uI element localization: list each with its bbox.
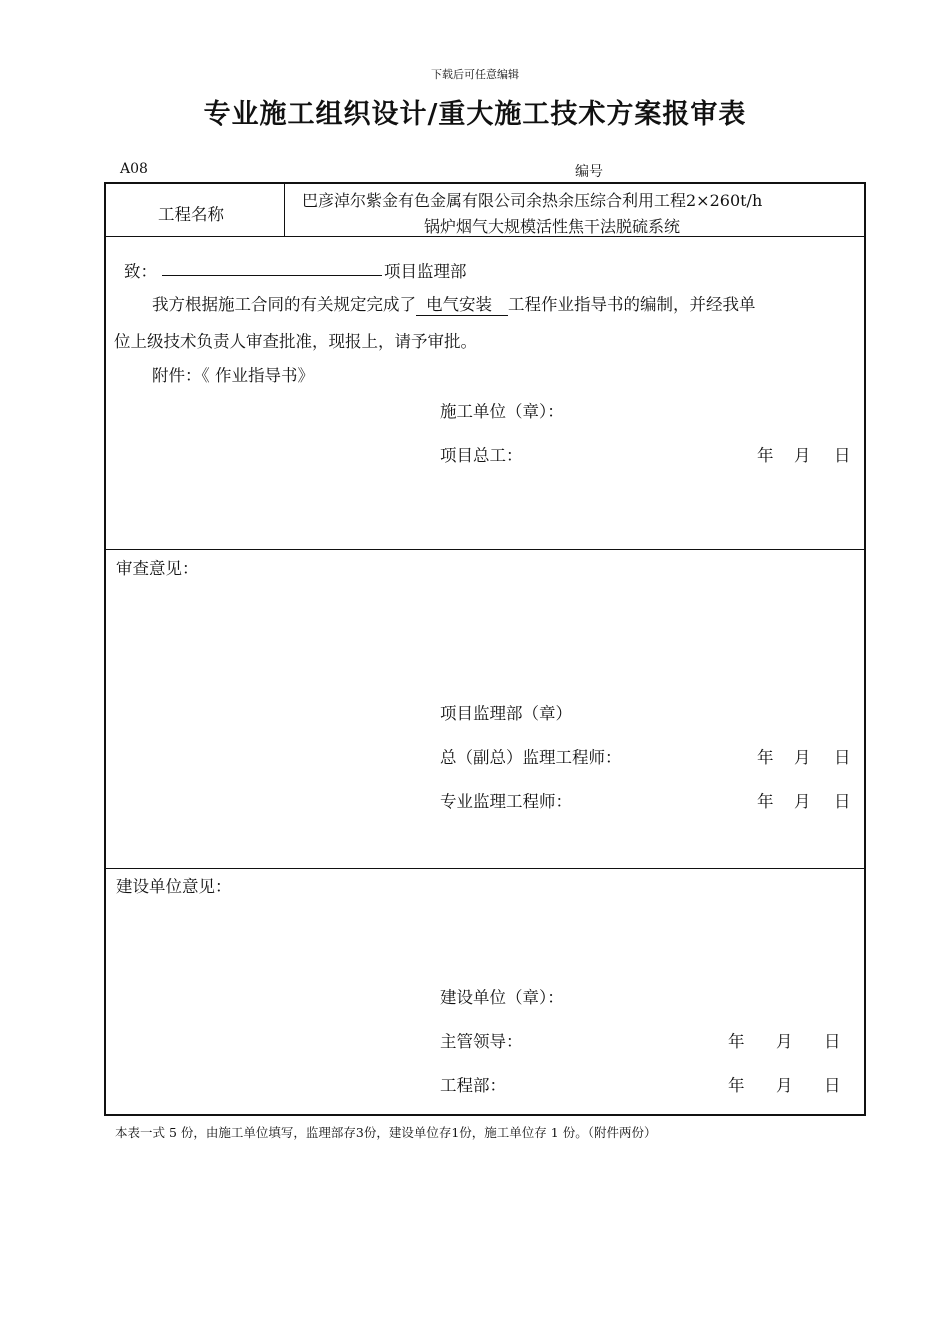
top-note: 下载后可任意编辑 bbox=[431, 68, 519, 81]
date-day: 日 bbox=[834, 446, 851, 465]
date-month: 月 bbox=[794, 446, 811, 465]
project-name-line2: 锅炉烟气大规模活性焦干法脱硫系统 bbox=[424, 217, 681, 236]
engineering-dept-label: 工程部： bbox=[440, 1076, 506, 1095]
supervision-seal-label: 项目监理部（章） bbox=[440, 704, 572, 723]
date-month: 月 bbox=[776, 1032, 793, 1051]
date-year: 年 bbox=[757, 792, 774, 811]
form-code: A08 bbox=[120, 161, 148, 177]
owner-opinion-label: 建设单位意见： bbox=[116, 877, 232, 896]
date-day: 日 bbox=[824, 1076, 841, 1095]
review-opinion-label: 审查意见： bbox=[116, 559, 199, 578]
footer-note: 本表一式 5 份，由施工单位填写，监理部存3份，建设单位存1份，施工单位存 1 份。（附件两份） bbox=[115, 1125, 657, 1140]
addressee-blank[interactable] bbox=[162, 275, 382, 276]
body-text-pre: 我方根据施工合同的有关规定完成了 bbox=[152, 295, 416, 314]
contractor-seal-label: 施工单位（章）： bbox=[440, 402, 564, 421]
submission-body-line1 bbox=[152, 291, 756, 316]
date-year: 年 bbox=[728, 1032, 745, 1051]
date-year: 年 bbox=[728, 1076, 745, 1095]
date-day: 日 bbox=[834, 792, 851, 811]
owner-seal-label: 建设单位（章）： bbox=[440, 988, 564, 1007]
date-day: 日 bbox=[824, 1032, 841, 1051]
chief-engineer-label: 项目总工： bbox=[440, 446, 523, 465]
row-divider bbox=[106, 549, 864, 550]
date-month: 月 bbox=[776, 1076, 793, 1095]
chief-supervisor-label: 总（副总）监理工程师： bbox=[440, 748, 622, 767]
addressee-suffix: 项目监理部 bbox=[384, 262, 467, 281]
row-divider bbox=[106, 868, 864, 869]
date-day: 日 bbox=[834, 748, 851, 767]
submission-body-line2: 位上级技术负责人审查批准，现报上，请予审批。 bbox=[114, 332, 477, 351]
row-divider bbox=[106, 236, 864, 237]
work-type-field[interactable]: 电气安装 bbox=[416, 291, 508, 316]
date-month: 月 bbox=[794, 748, 811, 767]
leader-label: 主管领导： bbox=[440, 1032, 523, 1051]
addressee-prefix: 致： bbox=[124, 262, 157, 281]
serial-number-label: 编号 bbox=[575, 164, 603, 180]
project-row-divider bbox=[284, 184, 285, 236]
form-title: 专业施工组织设计/重大施工技术方案报审表 bbox=[203, 99, 747, 130]
date-month: 月 bbox=[794, 792, 811, 811]
form-table bbox=[104, 182, 866, 1116]
body-text-post: 工程作业指导书的编制，并经我单 bbox=[508, 295, 756, 314]
specialist-supervisor-label: 专业监理工程师： bbox=[440, 792, 572, 811]
date-year: 年 bbox=[757, 446, 774, 465]
project-name-line1: 巴彦淖尔紫金有色金属有限公司余热余压综合利用工程2×260t/h bbox=[302, 191, 763, 210]
project-name-label: 工程名称 bbox=[158, 205, 224, 224]
date-year: 年 bbox=[757, 748, 774, 767]
attachment-line: 附件：《 作业指导书》 bbox=[152, 366, 314, 385]
